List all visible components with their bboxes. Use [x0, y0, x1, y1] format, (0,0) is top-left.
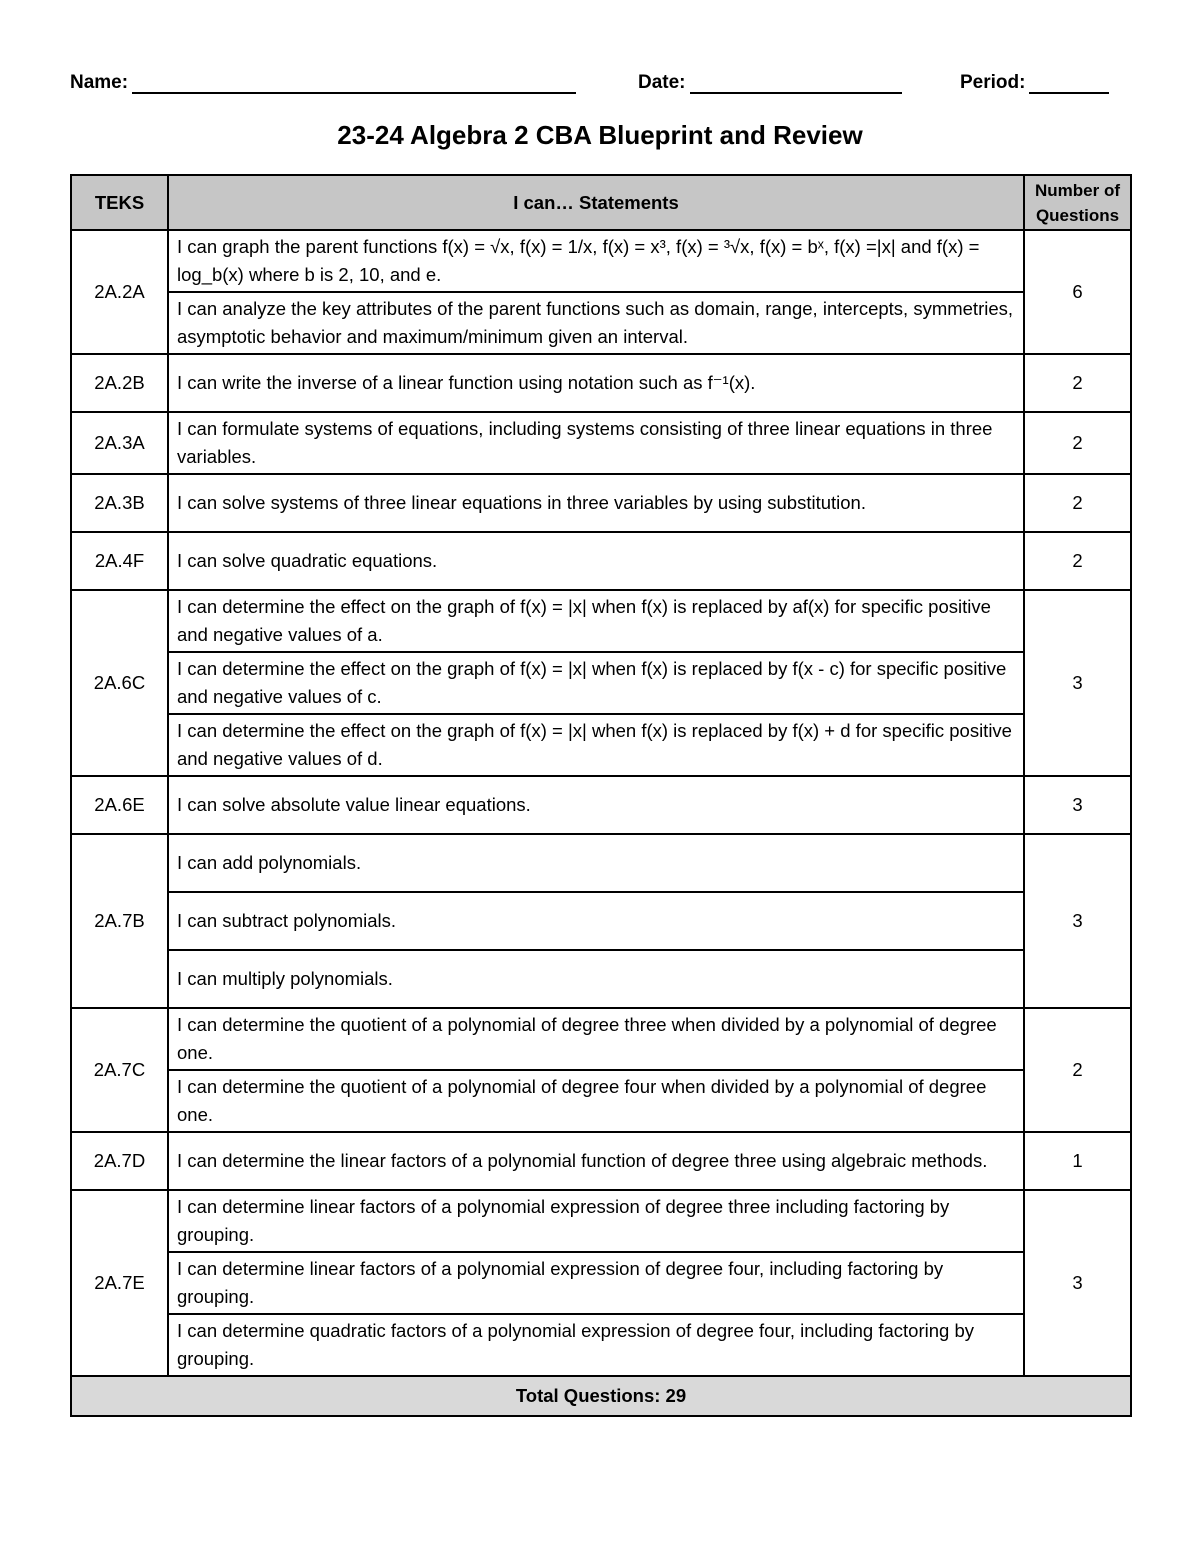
period-label: Period:: [960, 72, 1026, 93]
date-field[interactable]: [638, 72, 902, 94]
table-row: [71, 714, 1131, 776]
statement: I can determine the effect on the graph of f(x) = |x| when f(x) is replaced by f(x - c) for specific positive and negative values of c.: [168, 652, 1024, 714]
period-field[interactable]: [960, 72, 1109, 94]
teks-code: 2A.7C: [71, 1008, 168, 1132]
table-row: [71, 1252, 1131, 1314]
statement: I can formulate systems of equations, including systems consisting of three linear equations in three variables.: [168, 412, 1024, 474]
table-row: [71, 950, 1131, 1008]
statement: I can write the inverse of a linear function using notation such as f⁻¹(x).: [168, 354, 1024, 412]
student-info-header: [70, 72, 1120, 102]
question-count: 2: [1024, 474, 1131, 532]
statement: I can determine the effect on the graph of f(x) = |x| when f(x) is replaced by af(x) for specific positive and negative values of a.: [168, 590, 1024, 652]
question-count: 2: [1024, 1008, 1131, 1132]
col-header-statements: I can… Statements: [168, 175, 1024, 230]
table-row: [71, 1132, 1131, 1190]
name-label: Name:: [70, 72, 129, 93]
date-label: Date:: [638, 72, 686, 93]
table-row: [71, 532, 1131, 590]
table-row: [71, 230, 1131, 292]
name-field[interactable]: [70, 72, 576, 94]
blueprint-table: [70, 174, 1132, 1417]
table-row: [71, 1008, 1131, 1070]
statement: I can determine quadratic factors of a polynomial expression of degree four, including factoring by grouping.: [168, 1314, 1024, 1376]
teks-code: 2A.4F: [71, 532, 168, 590]
table-row: [71, 892, 1131, 950]
statement: I can determine the linear factors of a polynomial function of degree three using algebraic methods.: [168, 1132, 1024, 1190]
question-count: 6: [1024, 230, 1131, 354]
table-row: [71, 474, 1131, 532]
table-row: [71, 590, 1131, 652]
statement: I can graph the parent functions f(x) = √x, f(x) = 1/x, f(x) = x³, f(x) = ³√x, f(x) = bˣ, f(x) =|x| and f(x) = log_b(x) where b is 2, 10, and e.: [168, 230, 1024, 292]
period-blank[interactable]: [1029, 72, 1109, 94]
total-questions: Total Questions: 29: [71, 1376, 1131, 1416]
statement: I can subtract polynomials.: [168, 892, 1024, 950]
teks-code: 2A.6E: [71, 776, 168, 834]
statement: I can determine the effect on the graph of f(x) = |x| when f(x) is replaced by f(x) + d for specific positive and negative values of d.: [168, 714, 1024, 776]
statement: I can analyze the key attributes of the parent functions such as domain, range, intercepts, symmetries, asymptotic behavior and maximum/minimum given an interval.: [168, 292, 1024, 354]
question-count: 2: [1024, 354, 1131, 412]
date-blank[interactable]: [690, 72, 902, 94]
question-count: 3: [1024, 834, 1131, 1008]
statement: I can determine the quotient of a polynomial of degree three when divided by a polynomial of degree one.: [168, 1008, 1024, 1070]
statement: I can solve absolute value linear equations.: [168, 776, 1024, 834]
teks-code: 2A.7E: [71, 1190, 168, 1376]
page-title: 23-24 Algebra 2 CBA Blueprint and Review: [337, 120, 863, 150]
statement: I can solve quadratic equations.: [168, 532, 1024, 590]
col-header-teks: TEKS: [71, 175, 168, 230]
col-header-count: Number of Questions: [1024, 175, 1131, 230]
table-row: [71, 354, 1131, 412]
teks-code: 2A.3A: [71, 412, 168, 474]
table-row: [71, 292, 1131, 354]
table-row: [71, 412, 1131, 474]
table-row: [71, 776, 1131, 834]
teks-code: 2A.2A: [71, 230, 168, 354]
question-count: 3: [1024, 776, 1131, 834]
question-count: 3: [1024, 1190, 1131, 1376]
table-row: [71, 1070, 1131, 1132]
table-row: [71, 834, 1131, 892]
name-blank[interactable]: [132, 72, 576, 94]
teks-code: 2A.2B: [71, 354, 168, 412]
table-row: [71, 1314, 1131, 1376]
table-header-row: [71, 175, 1131, 230]
table-row: [71, 1190, 1131, 1252]
question-count: 2: [1024, 412, 1131, 474]
statement: I can solve systems of three linear equations in three variables by using substitution.: [168, 474, 1024, 532]
table-row: [71, 652, 1131, 714]
statement: I can determine the quotient of a polynomial of degree four when divided by a polynomial of degree one.: [168, 1070, 1024, 1132]
statement: I can multiply polynomials.: [168, 950, 1024, 1008]
teks-code: 2A.7B: [71, 834, 168, 1008]
statement: I can determine linear factors of a polynomial expression of degree three including factoring by grouping.: [168, 1190, 1024, 1252]
question-count: 2: [1024, 532, 1131, 590]
question-count: 3: [1024, 590, 1131, 776]
teks-code: 2A.7D: [71, 1132, 168, 1190]
total-row: [71, 1376, 1131, 1416]
teks-code: 2A.6C: [71, 590, 168, 776]
statement: I can add polynomials.: [168, 834, 1024, 892]
teks-code: 2A.3B: [71, 474, 168, 532]
question-count: 1: [1024, 1132, 1131, 1190]
statement: I can determine linear factors of a polynomial expression of degree four, including factoring by grouping.: [168, 1252, 1024, 1314]
